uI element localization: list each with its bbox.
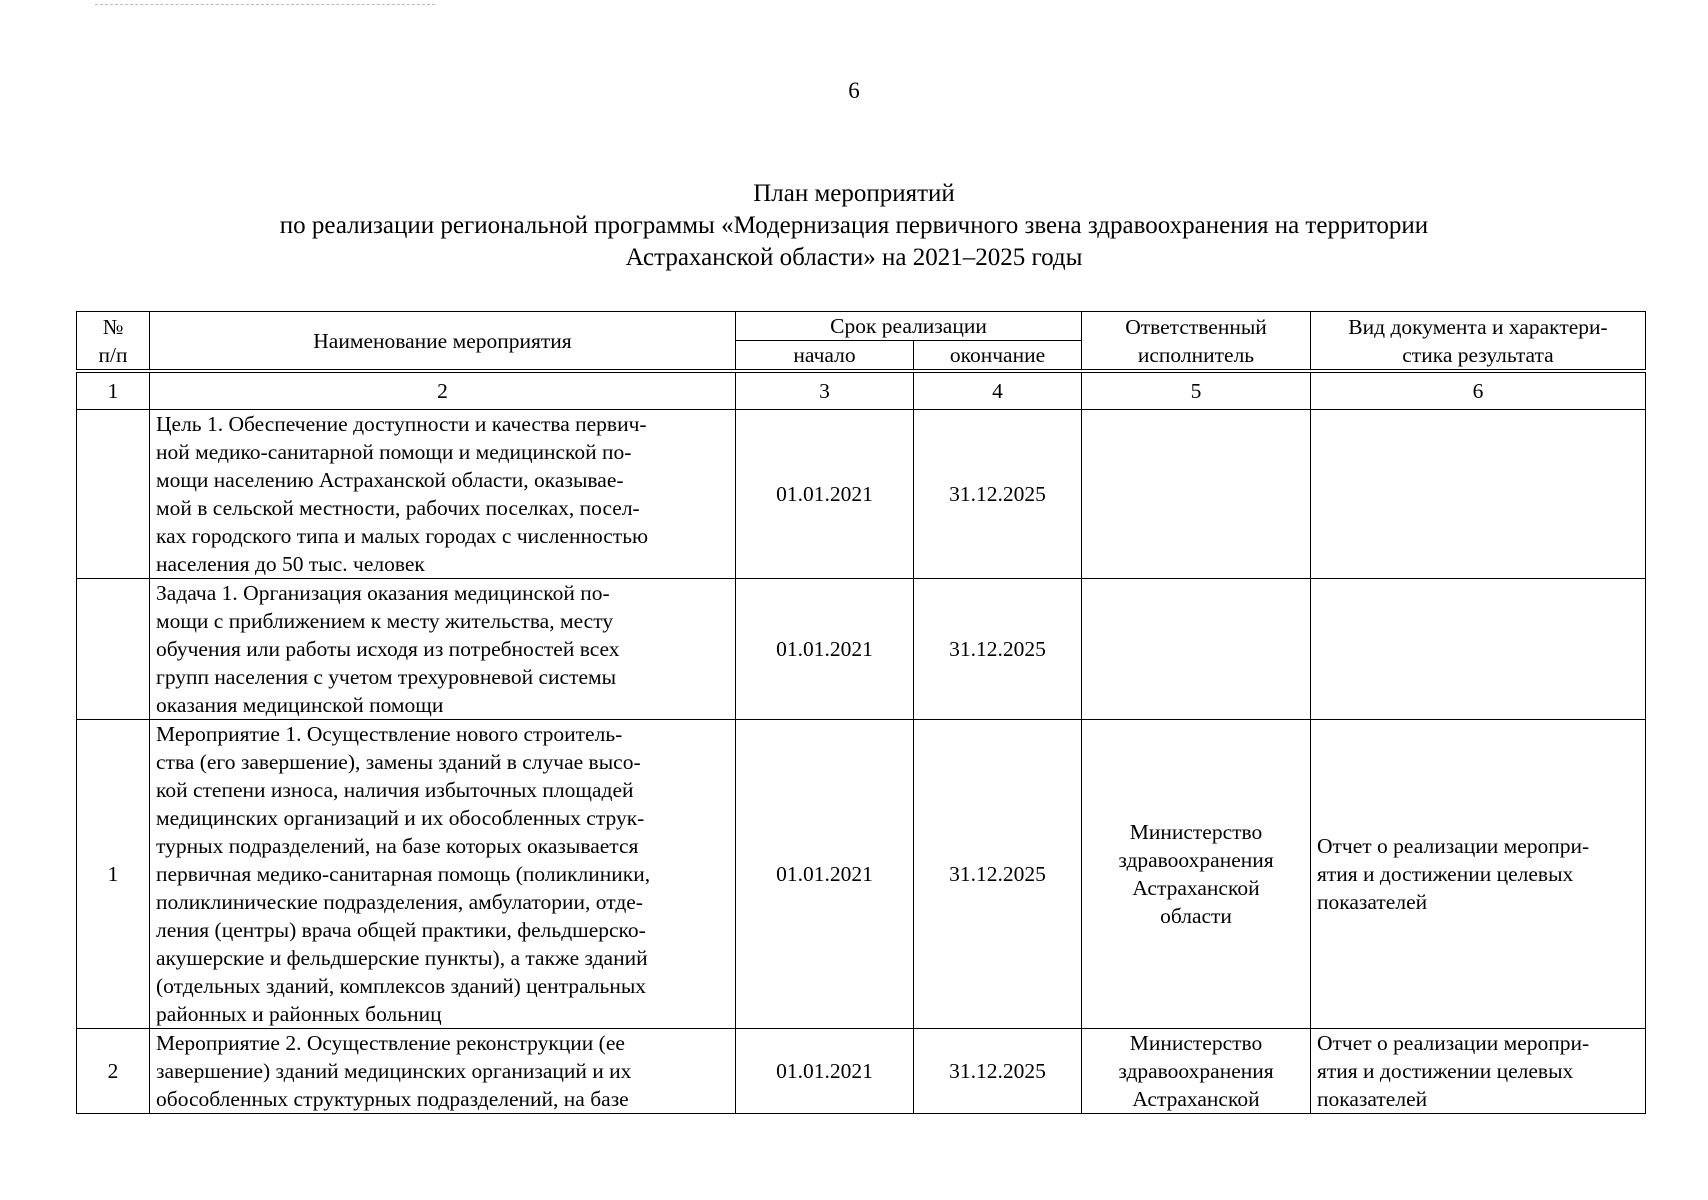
- table-row: [77, 410, 1646, 579]
- header-name: Наименование мероприятия: [150, 312, 736, 372]
- header-start: начало: [736, 341, 914, 372]
- table-row: [77, 579, 1646, 720]
- result-doc: Отчет о реализации меропри- ятия и достижении целевых показателей: [1311, 720, 1646, 1029]
- responsible: [1082, 579, 1311, 720]
- end-date: 31.12.2025: [914, 410, 1082, 579]
- result-doc: [1311, 579, 1646, 720]
- column-number-row: [77, 371, 1646, 410]
- activity-name: Мероприятие 1. Осуществление нового строитель- ства (его завершение), замены зданий в случае высо- кой степени износа, наличия избыточных площадей медицинских организаций и их обособленных струк- турных подразделений, на базе которых оказывается первичная медико-санитарная помощь (поликлиники, поликлинические подразделения, амбулатории, отде- ления (центры) врача общей практики, фельдшерско- акушерские и фельдшерские пункты), а также зданий (отдельных зданий, комплексов зданий) центральных районных и районных больниц: [150, 720, 736, 1029]
- end-date: 31.12.2025: [914, 720, 1082, 1029]
- header-end: окончание: [914, 341, 1082, 372]
- header-result: Вид документа и характери- стика результата: [1311, 312, 1646, 372]
- header-responsible: Ответственный исполнитель: [1082, 312, 1311, 372]
- column-number: 4: [914, 371, 1082, 410]
- page-number: 6: [848, 78, 860, 103]
- column-number: 2: [150, 371, 736, 410]
- responsible: Министерство здравоохранения Астраханской: [1082, 1029, 1311, 1114]
- end-date: 31.12.2025: [914, 579, 1082, 720]
- activity-plan-table: [76, 311, 1646, 1114]
- row-num: [77, 579, 150, 720]
- table-row: [77, 1029, 1646, 1114]
- row-num: [77, 410, 150, 579]
- responsible: Министерство здравоохранения Астраханской области: [1082, 720, 1311, 1029]
- start-date: 01.01.2021: [736, 1029, 914, 1114]
- responsible: [1082, 410, 1311, 579]
- title-line-1: План мероприятий: [753, 180, 955, 207]
- start-date: 01.01.2021: [736, 410, 914, 579]
- result-doc: Отчет о реализации меропри- ятия и достижении целевых показателей: [1311, 1029, 1646, 1114]
- header-num: № п/п: [77, 312, 150, 372]
- end-date: 31.12.2025: [914, 1029, 1082, 1114]
- column-number: 3: [736, 371, 914, 410]
- activity-name: Цель 1. Обеспечение доступности и качества первич- ной медико-санитарной помощи и медицинской по- мощи населению Астраханской области, оказывае- мой в сельской местности, рабочих поселках, посел- ках городского типа и малых городах с численностью населения до 50 тыс. человек: [150, 410, 736, 579]
- table-header-row: [77, 312, 1646, 341]
- column-number: 1: [77, 371, 150, 410]
- activity-name: Мероприятие 2. Осуществление реконструкции (ее завершение) зданий медицинских организаций и их обособленных структурных подразделений, на базе: [150, 1029, 736, 1114]
- result-doc: [1311, 410, 1646, 579]
- row-num: 1: [77, 720, 150, 1029]
- scan-artifact-line: [95, 4, 435, 5]
- header-period: Срок реализации: [736, 312, 1082, 341]
- column-number: 5: [1082, 371, 1311, 410]
- document-title: [0, 178, 1708, 274]
- title-line-2: по реализации региональной программы «Модернизация первичного звена здравоохранения на территории: [279, 212, 1429, 239]
- title-line-3: Астраханской области» на 2021–2025 годы: [625, 244, 1083, 271]
- start-date: 01.01.2021: [736, 720, 914, 1029]
- start-date: 01.01.2021: [736, 579, 914, 720]
- row-num: 2: [77, 1029, 150, 1114]
- table-row: [77, 720, 1646, 1029]
- activity-name: Задача 1. Организация оказания медицинской по- мощи с приближением к месту жительства, месту обучения или работы исходя из потребностей всех групп населения с учетом трехуровневой системы оказания медицинской помощи: [150, 579, 736, 720]
- column-number: 6: [1311, 371, 1646, 410]
